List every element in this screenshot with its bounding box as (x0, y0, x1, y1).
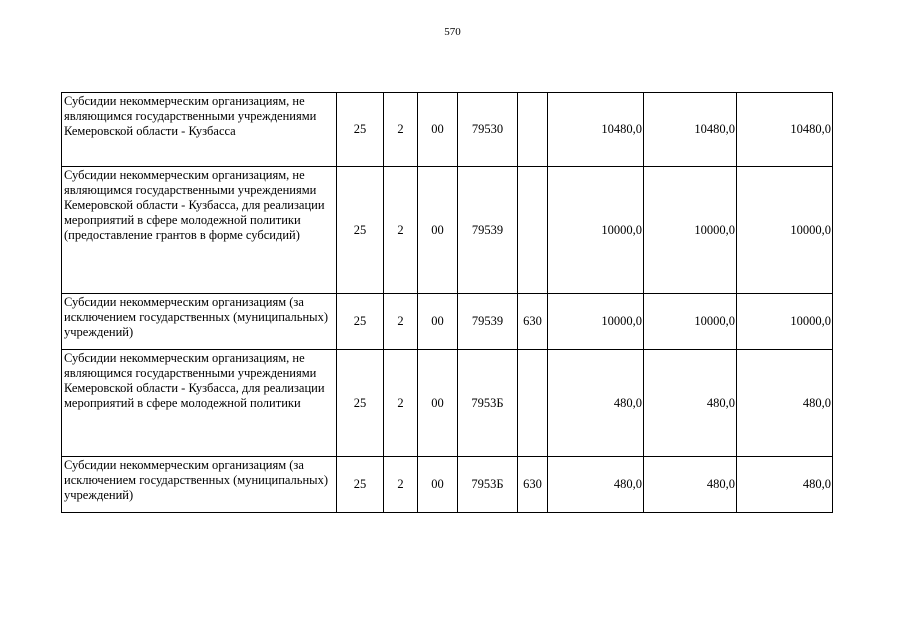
row-section: 25 (337, 93, 384, 167)
row-program: 00 (418, 294, 458, 350)
row-name: Субсидии некоммерческим организациям, не являющимся государственными учреждениями Кемеровской области - Кузбасса (62, 93, 337, 167)
row-amount-2: 480,0 (644, 350, 737, 457)
row-subsection: 2 (384, 350, 418, 457)
row-subsection: 2 (384, 294, 418, 350)
row-expense-type: 630 (518, 294, 548, 350)
row-amount-1: 10480,0 (548, 93, 644, 167)
page-number: 570 (444, 26, 461, 38)
row-expense-type (518, 167, 548, 294)
row-program: 00 (418, 457, 458, 513)
row-name: Субсидии некоммерческим организациям, не являющимся государственными учреждениями Кемеровской области - Кузбасса, для реализации мероприятий в сфере молодежной политики (62, 350, 337, 457)
row-target-code: 7953Б (458, 457, 518, 513)
table-row (62, 457, 833, 513)
row-expense-type: 630 (518, 457, 548, 513)
row-section: 25 (337, 294, 384, 350)
row-subsection: 2 (384, 457, 418, 513)
row-program: 00 (418, 350, 458, 457)
row-amount-1: 10000,0 (548, 294, 644, 350)
row-subsection: 2 (384, 167, 418, 294)
row-subsection: 2 (384, 93, 418, 167)
row-section: 25 (337, 457, 384, 513)
row-expense-type (518, 93, 548, 167)
table-row (62, 93, 833, 167)
row-target-code: 79539 (458, 167, 518, 294)
row-program: 00 (418, 93, 458, 167)
row-amount-3: 480,0 (737, 350, 833, 457)
table-row (62, 294, 833, 350)
row-amount-1: 480,0 (548, 457, 644, 513)
row-amount-1: 10000,0 (548, 167, 644, 294)
row-amount-3: 10000,0 (737, 294, 833, 350)
budget-table (61, 92, 833, 513)
row-name: Субсидии некоммерческим организациям, не являющимся государственными учреждениями Кемеровской области - Кузбасса, для реализации мероприятий в сфере молодежной политики (предоставление грантов в форме субсидий) (62, 167, 337, 294)
row-amount-2: 10000,0 (644, 294, 737, 350)
row-expense-type (518, 350, 548, 457)
row-amount-2: 10000,0 (644, 167, 737, 294)
row-name: Субсидии некоммерческим организациям (за исключением государственных (муниципальных) учреждений) (62, 294, 337, 350)
row-amount-3: 480,0 (737, 457, 833, 513)
row-amount-3: 10000,0 (737, 167, 833, 294)
row-name: Субсидии некоммерческим организациям (за исключением государственных (муниципальных) учреждений) (62, 457, 337, 513)
table-row (62, 350, 833, 457)
row-section: 25 (337, 167, 384, 294)
row-target-code: 7953Б (458, 350, 518, 457)
row-program: 00 (418, 167, 458, 294)
row-amount-1: 480,0 (548, 350, 644, 457)
row-section: 25 (337, 350, 384, 457)
table-row (62, 167, 833, 294)
row-amount-2: 480,0 (644, 457, 737, 513)
row-target-code: 79530 (458, 93, 518, 167)
row-amount-2: 10480,0 (644, 93, 737, 167)
row-target-code: 79539 (458, 294, 518, 350)
row-amount-3: 10480,0 (737, 93, 833, 167)
